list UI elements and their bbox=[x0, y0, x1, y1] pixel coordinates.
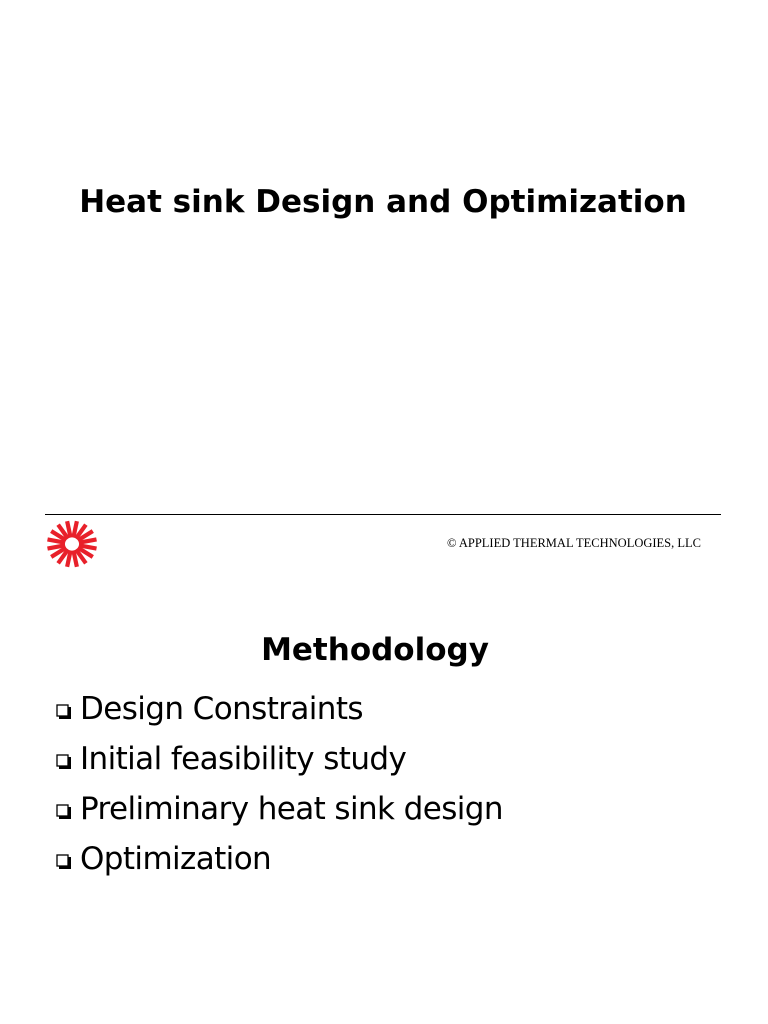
hollow-square-bullet-icon bbox=[56, 754, 73, 771]
hollow-square-bullet-icon bbox=[56, 704, 73, 721]
list-item bbox=[56, 786, 503, 836]
hollow-square-bullet-icon bbox=[56, 854, 73, 871]
starburst-logo-icon bbox=[44, 518, 100, 570]
list-item bbox=[56, 686, 503, 736]
list-item bbox=[56, 736, 503, 786]
list-item-label: Design Constraints bbox=[80, 691, 363, 727]
list-item-label: Preliminary heat sink design bbox=[80, 791, 503, 827]
section-heading: Methodology bbox=[261, 632, 489, 668]
copyright-notice: © APPLIED THERMAL TECHNOLOGIES, LLC bbox=[446, 536, 701, 550]
list-item-label: Initial feasibility study bbox=[80, 741, 407, 777]
slide-title: Heat sink Design and Optimization bbox=[79, 184, 687, 220]
hollow-square-bullet-icon bbox=[56, 804, 73, 821]
list-item-label: Optimization bbox=[80, 841, 272, 877]
list-item bbox=[56, 836, 503, 886]
methodology-list bbox=[56, 686, 503, 886]
footer-divider bbox=[45, 514, 721, 515]
